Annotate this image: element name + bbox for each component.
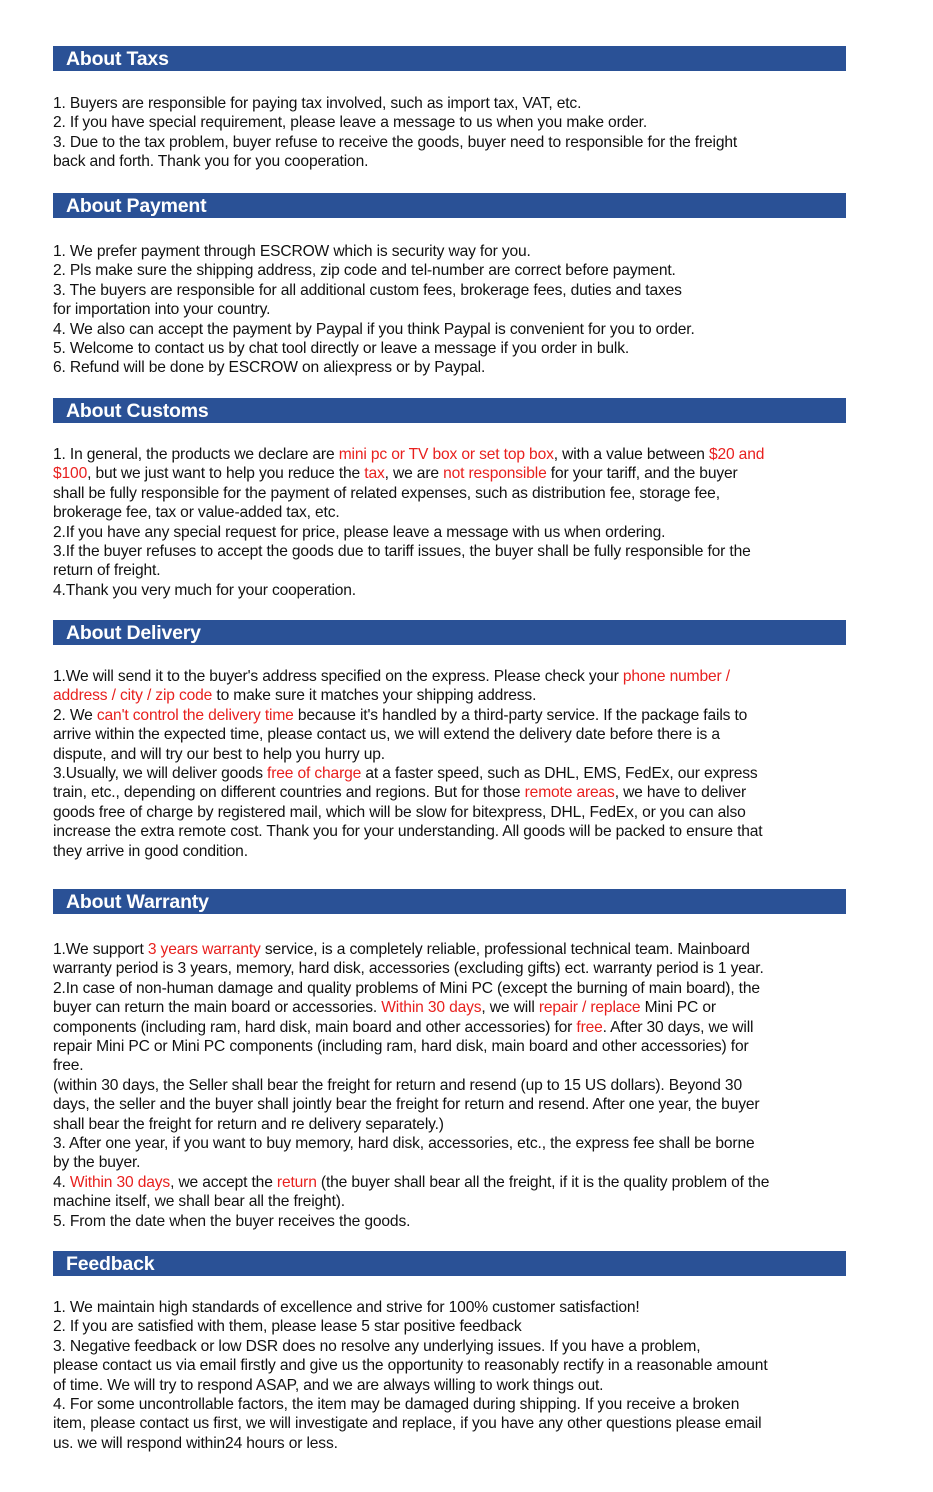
text-line: 5. Welcome to contact us by chat tool directly or leave a message if you order in bulk. [53,340,630,358]
section-feedback [53,1251,846,1453]
text-line: free. [53,1057,84,1075]
text-line: machine itself, we shall bear all the freight). [53,1193,345,1211]
text-line: 2. If you have special requirement, please leave a message to us when you make order. [53,114,648,132]
text-line [53,783,846,802]
text-line: 2. Pls make sure the shipping address, zip code and tel-number are correct before payment. [53,262,676,280]
text-run: , with a value between [553,446,709,463]
highlight-text: mini pc or TV box or set top box [338,446,554,463]
text-line: 2. If you are satisfied with them, please lease 5 star positive feedback [53,1318,522,1336]
text-run: because it's handled by a third-party service. If the package fails to [293,706,748,724]
text-run: 1.We will send it to the buyer's address specified on the express. Please check your [53,668,623,685]
text-line [53,940,846,959]
text-line [53,686,846,705]
text-line: of time. We will try to respond ASAP, and we are always willing to work things out. [53,1376,604,1394]
text-run: , we accept the [170,1173,277,1191]
highlight-text: free [576,1018,603,1036]
text-run: , we are [384,465,444,483]
highlight-text: return [276,1173,317,1191]
text-line: they arrive in good condition. [53,842,248,860]
text-line: 2.In case of non-human damage and quality problems of Mini PC (except the burning of main board), the [53,979,760,997]
text-run: 1.We support [53,941,148,958]
text-line: brokerage fee, tax or value-added tax, etc. [53,504,340,522]
text-line: 1. Buyers are responsible for paying tax involved, such as import tax, VAT, etc. [53,95,582,112]
text-line: 6. Refund will be done by ESCROW on aliexpress or by Paypal. [53,359,486,377]
text-line: arrive within the expected time, please contact us, we will extend the delivery date before there is a [53,726,720,744]
highlight-text: can't control the delivery time [96,706,294,724]
text-line: 2.If you have any special request for price, please leave a message with us when ordering. [53,523,666,541]
text-run: to make sure it matches your shipping address. [212,687,537,705]
text-line: days, the seller and the buyer shall jointly bear the freight for return and resend. After one year, the buyer [53,1096,760,1114]
highlight-text: repair / replace [538,999,641,1017]
text-line: repair Mini PC or Mini PC components (including ram, hard disk, main board and other accessories) for [53,1038,749,1056]
text-line [53,667,846,686]
text-line: 3. Due to the tax problem, buyer refuse to receive the goods, buyer need to responsible for the freight [53,133,738,151]
text-line [53,1173,846,1192]
text-line: return of freight. [53,562,161,580]
text-line: 4. We also can accept the payment by Paypal if you think Paypal is convenient for you to order. [53,320,695,338]
section-warranty [53,889,846,1231]
section-taxs [53,46,846,172]
text-line [53,1018,846,1037]
highlight-text: phone number / [622,668,730,685]
text-run: at a faster speed, such as DHL, EMS, FedEx, our express [361,765,758,783]
highlight-text: 3 years warranty [147,941,261,958]
text-run: 3.Usually, we will deliver goods [53,765,268,783]
section-header-customs: About Customs [53,398,846,423]
text-line: please contact us via email firstly and give us the opportunity to reasonably rectify in a reasonable amount [53,1357,768,1375]
text-line: 4. For some uncontrollable factors, the item may be damaged during shipping. If you receive a broken [53,1396,740,1414]
text-run: components (including ram, hard disk, main board and other accessories) for [53,1018,577,1036]
section-body-feedback [53,1298,846,1453]
text-line [53,764,846,783]
highlight-text: remote areas [524,784,615,802]
section-header-taxs: About Taxs [53,46,846,71]
text-line: increase the extra remote cost. Thank you for your understanding. All goods will be packed to ensure that [53,823,763,841]
section-header-warranty: About Warranty [53,889,846,914]
text-run: buyer can return the main board or accessories. [53,999,382,1017]
text-line: dispute, and will try our best to help you hurry up. [53,745,385,763]
text-line: goods free of charge by registered mail, which will be slow for bitexpress, DHL, FedEx, or you can also [53,803,746,821]
text-line: back and forth. Thank you for you cooperation. [53,153,369,171]
text-line: warranty period is 3 years, memory, hard disk, accessories (excluding gifts) ect. warranty period is 1 year. [53,960,764,978]
highlight-text: tax [364,465,385,483]
text-run: 2. We [53,706,97,724]
highlight-text: $100 [53,465,88,483]
highlight-text: Within 30 days [69,1173,171,1191]
text-line: 5. From the date when the buyer receives the goods. [53,1212,411,1230]
text-line: 1. We maintain high standards of excellence and strive for 100% customer satisfaction! [53,1299,640,1316]
text-run: service, is a completely reliable, professional technical team. Mainboard [260,941,750,958]
text-line: 4.Thank you very much for your cooperation. [53,581,356,599]
section-header-feedback: Feedback [53,1251,846,1276]
text-line [53,445,846,464]
text-run: , but we just want to help you reduce the [87,465,365,483]
text-run: Mini PC or [640,999,716,1017]
text-line [53,706,846,725]
text-run: for your tariff, and the buyer [546,465,738,483]
text-line: 3.If the buyer refuses to accept the goods due to tariff issues, the buyer shall be fully responsible for the [53,543,751,561]
text-run: 1. In general, the products we declare are [53,446,339,463]
text-line [53,998,846,1017]
text-line: shall be fully responsible for the payment of related expenses, such as distribution fee, storage fee, [53,484,720,502]
section-customs [53,398,846,600]
text-run: 4. [53,1173,70,1191]
text-line: shall bear the freight for return and re delivery separately.) [53,1115,444,1133]
text-line: 3. Negative feedback or low DSR does no resolve any underlying issues. If you have a problem, [53,1337,701,1355]
text-line: 1. We prefer payment through ESCROW which is security way for you. [53,243,531,260]
section-delivery [53,620,846,861]
text-line: (within 30 days, the Seller shall bear the freight for return and resend (up to 15 US dollars). Beyond 30 [53,1076,742,1094]
text-run: , we will [481,999,539,1017]
text-line: by the buyer. [53,1154,141,1172]
text-line: 3. The buyers are responsible for all additional custom fees, brokerage fees, duties and taxes [53,281,682,299]
text-run: train, etc., depending on different countries and regions. But for those [53,784,525,802]
text-run: . After 30 days, we will [602,1018,754,1036]
section-body-taxs [53,94,846,172]
section-payment [53,193,846,378]
text-line: for importation into your country. [53,301,271,319]
highlight-text: $20 and [708,446,765,463]
section-header-payment: About Payment [53,193,846,218]
section-body-customs [53,445,846,600]
highlight-text: not responsible [443,465,547,483]
text-line [53,464,846,483]
text-run: (the buyer shall bear all the freight, if it is the quality problem of the [316,1173,770,1191]
section-body-payment [53,242,846,378]
highlight-text: Within 30 days [381,999,482,1017]
text-line: 3. After one year, if you want to buy memory, hard disk, accessories, etc., the express fee shall be borne [53,1135,755,1153]
section-body-warranty [53,940,846,1231]
text-line: us. we will respond within24 hours or less. [53,1434,338,1452]
section-body-delivery [53,667,846,861]
highlight-text: free of charge [267,765,362,783]
section-header-delivery: About Delivery [53,620,846,645]
text-line: item, please contact us first, we will investigate and replace, if you have any other questions please email [53,1415,762,1433]
highlight-text: address / city / zip code [53,687,213,705]
text-run: , we have to deliver [614,784,747,802]
